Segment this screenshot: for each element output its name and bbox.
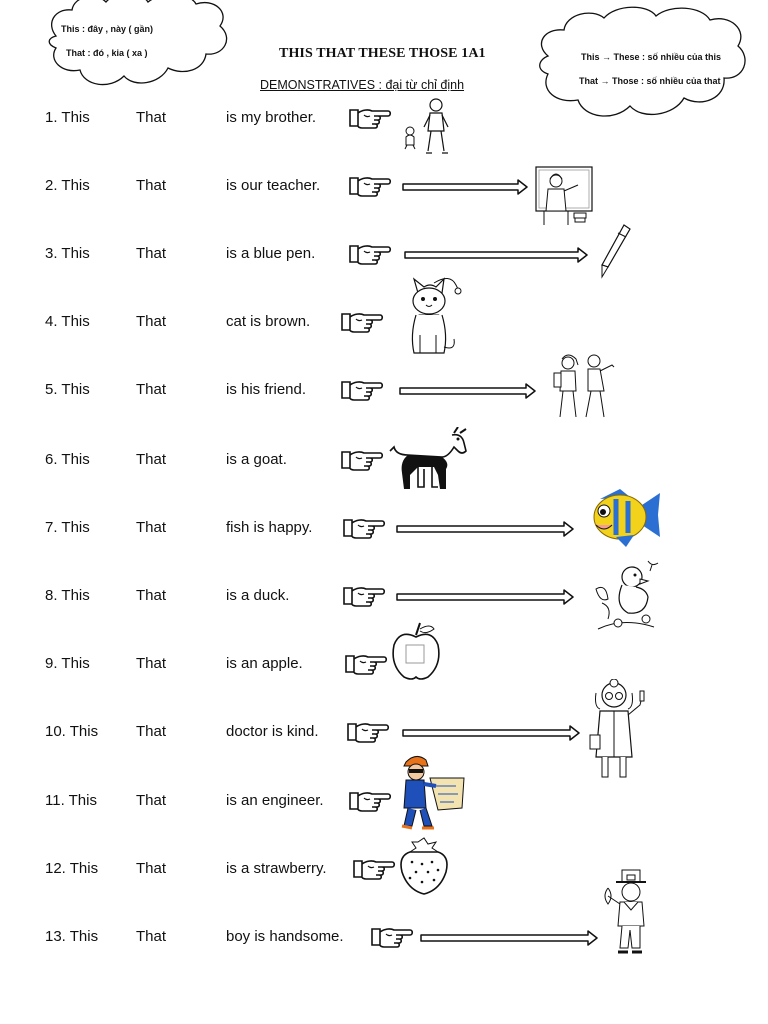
exercise-row <box>0 723 768 783</box>
pointing-hand-icon <box>342 517 388 546</box>
page-subtitle: DEMONSTRATIVES : đại từ chỉ định <box>260 78 465 92</box>
choice-this[interactable]: 3. This <box>45 245 90 262</box>
strawberry-icon <box>398 836 450 901</box>
pointing-hand-icon <box>370 926 416 955</box>
choice-that[interactable]: That <box>136 177 167 194</box>
choice-this[interactable]: 10. This <box>45 723 99 740</box>
exercise-row <box>0 177 768 237</box>
exercise-row <box>0 109 768 169</box>
long-arrow-icon <box>402 725 580 746</box>
pointing-hand-icon <box>348 107 394 136</box>
boy-icon <box>400 97 460 164</box>
cloud-left-line2: That : đó , kia ( xa ) <box>66 48 148 58</box>
pointing-hand-icon <box>348 790 394 819</box>
choice-this[interactable]: 7. This <box>45 519 90 536</box>
pointing-hand-icon <box>342 585 388 614</box>
pointing-hand-icon <box>340 449 386 478</box>
choice-that[interactable]: That <box>136 245 167 262</box>
exercise-sentence: is an engineer. <box>226 792 324 809</box>
exercise-row <box>0 381 768 441</box>
pilgrim-boy-icon <box>602 868 658 963</box>
pointing-hand-icon <box>340 379 386 408</box>
exercise-row <box>0 655 768 715</box>
choice-this[interactable]: 12. This <box>45 860 99 877</box>
long-arrow-icon <box>402 179 528 200</box>
exercise-sentence: is our teacher. <box>226 177 321 194</box>
teacher-icon <box>534 165 594 232</box>
long-arrow-icon <box>404 247 588 268</box>
exercise-sentence: is a blue pen. <box>226 245 316 262</box>
exercise-sentence: is a goat. <box>226 451 287 468</box>
friends-icon <box>548 351 620 428</box>
choice-that[interactable]: That <box>136 860 167 877</box>
pointing-hand-icon <box>348 243 394 272</box>
long-arrow-icon <box>396 521 574 542</box>
choice-this[interactable]: 8. This <box>45 587 90 604</box>
pointing-hand-icon <box>348 175 394 204</box>
choice-that[interactable]: That <box>136 792 167 809</box>
exercise-row <box>0 587 768 647</box>
exercise-sentence: boy is handsome. <box>226 928 344 945</box>
exercise-sentence: is his friend. <box>226 381 307 398</box>
pen-icon <box>594 221 634 286</box>
choice-that[interactable]: That <box>136 109 167 126</box>
goat-icon <box>388 427 472 502</box>
doctor-icon <box>588 679 652 788</box>
choice-that[interactable]: That <box>136 381 167 398</box>
choice-that[interactable]: That <box>136 723 167 740</box>
exercise-row <box>0 792 768 852</box>
page-title: THIS THAT THESE THOSE 1A1 <box>279 46 486 61</box>
choice-this[interactable]: 11. This <box>45 792 97 809</box>
exercise-row <box>0 313 768 373</box>
choice-this[interactable]: 2. This <box>45 177 90 194</box>
exercise-sentence: is my brother. <box>226 109 317 126</box>
cloud-left-note <box>44 0 230 98</box>
apple-icon <box>390 621 442 688</box>
choice-this[interactable]: 5. This <box>45 381 90 398</box>
duck-icon <box>592 559 662 638</box>
choice-that[interactable]: That <box>136 928 167 945</box>
exercise-sentence: doctor is kind. <box>226 723 319 740</box>
exercise-row <box>0 928 768 988</box>
choice-that[interactable]: That <box>136 655 167 672</box>
pointing-hand-icon <box>340 311 386 340</box>
exercise-sentence: is a duck. <box>226 587 290 604</box>
long-arrow-icon <box>396 589 574 610</box>
pointing-hand-icon <box>346 721 392 750</box>
pointing-hand-icon <box>344 653 390 682</box>
choice-that[interactable]: That <box>136 587 167 604</box>
choice-this[interactable]: 9. This <box>45 655 90 672</box>
choice-that[interactable]: That <box>136 451 167 468</box>
long-arrow-icon <box>420 930 598 951</box>
choice-that[interactable]: That <box>136 313 167 330</box>
choice-this[interactable]: 6. This <box>45 451 90 468</box>
exercise-sentence: fish is happy. <box>226 519 313 536</box>
cat-icon <box>396 273 462 368</box>
exercise-row <box>0 245 768 305</box>
cloud-right-line1: This → These : số nhiều của this <box>581 52 722 62</box>
choice-this[interactable]: 4. This <box>45 313 90 330</box>
choice-this[interactable]: 13. This <box>45 928 99 945</box>
choice-that[interactable]: That <box>136 519 167 536</box>
engineer-icon <box>396 752 468 837</box>
cloud-left-line1: This : đây , này ( gần) <box>61 24 154 34</box>
exercise-sentence: is a strawberry. <box>226 860 327 877</box>
exercise-sentence: cat is brown. <box>226 313 311 330</box>
pointing-hand-icon <box>352 858 398 887</box>
cloud-right-line2: That → Those : số nhiều của that <box>579 76 721 86</box>
fish-icon <box>586 485 662 556</box>
exercise-sentence: is an apple. <box>226 655 303 672</box>
choice-this[interactable]: 1. This <box>45 109 90 126</box>
long-arrow-icon <box>399 383 536 404</box>
